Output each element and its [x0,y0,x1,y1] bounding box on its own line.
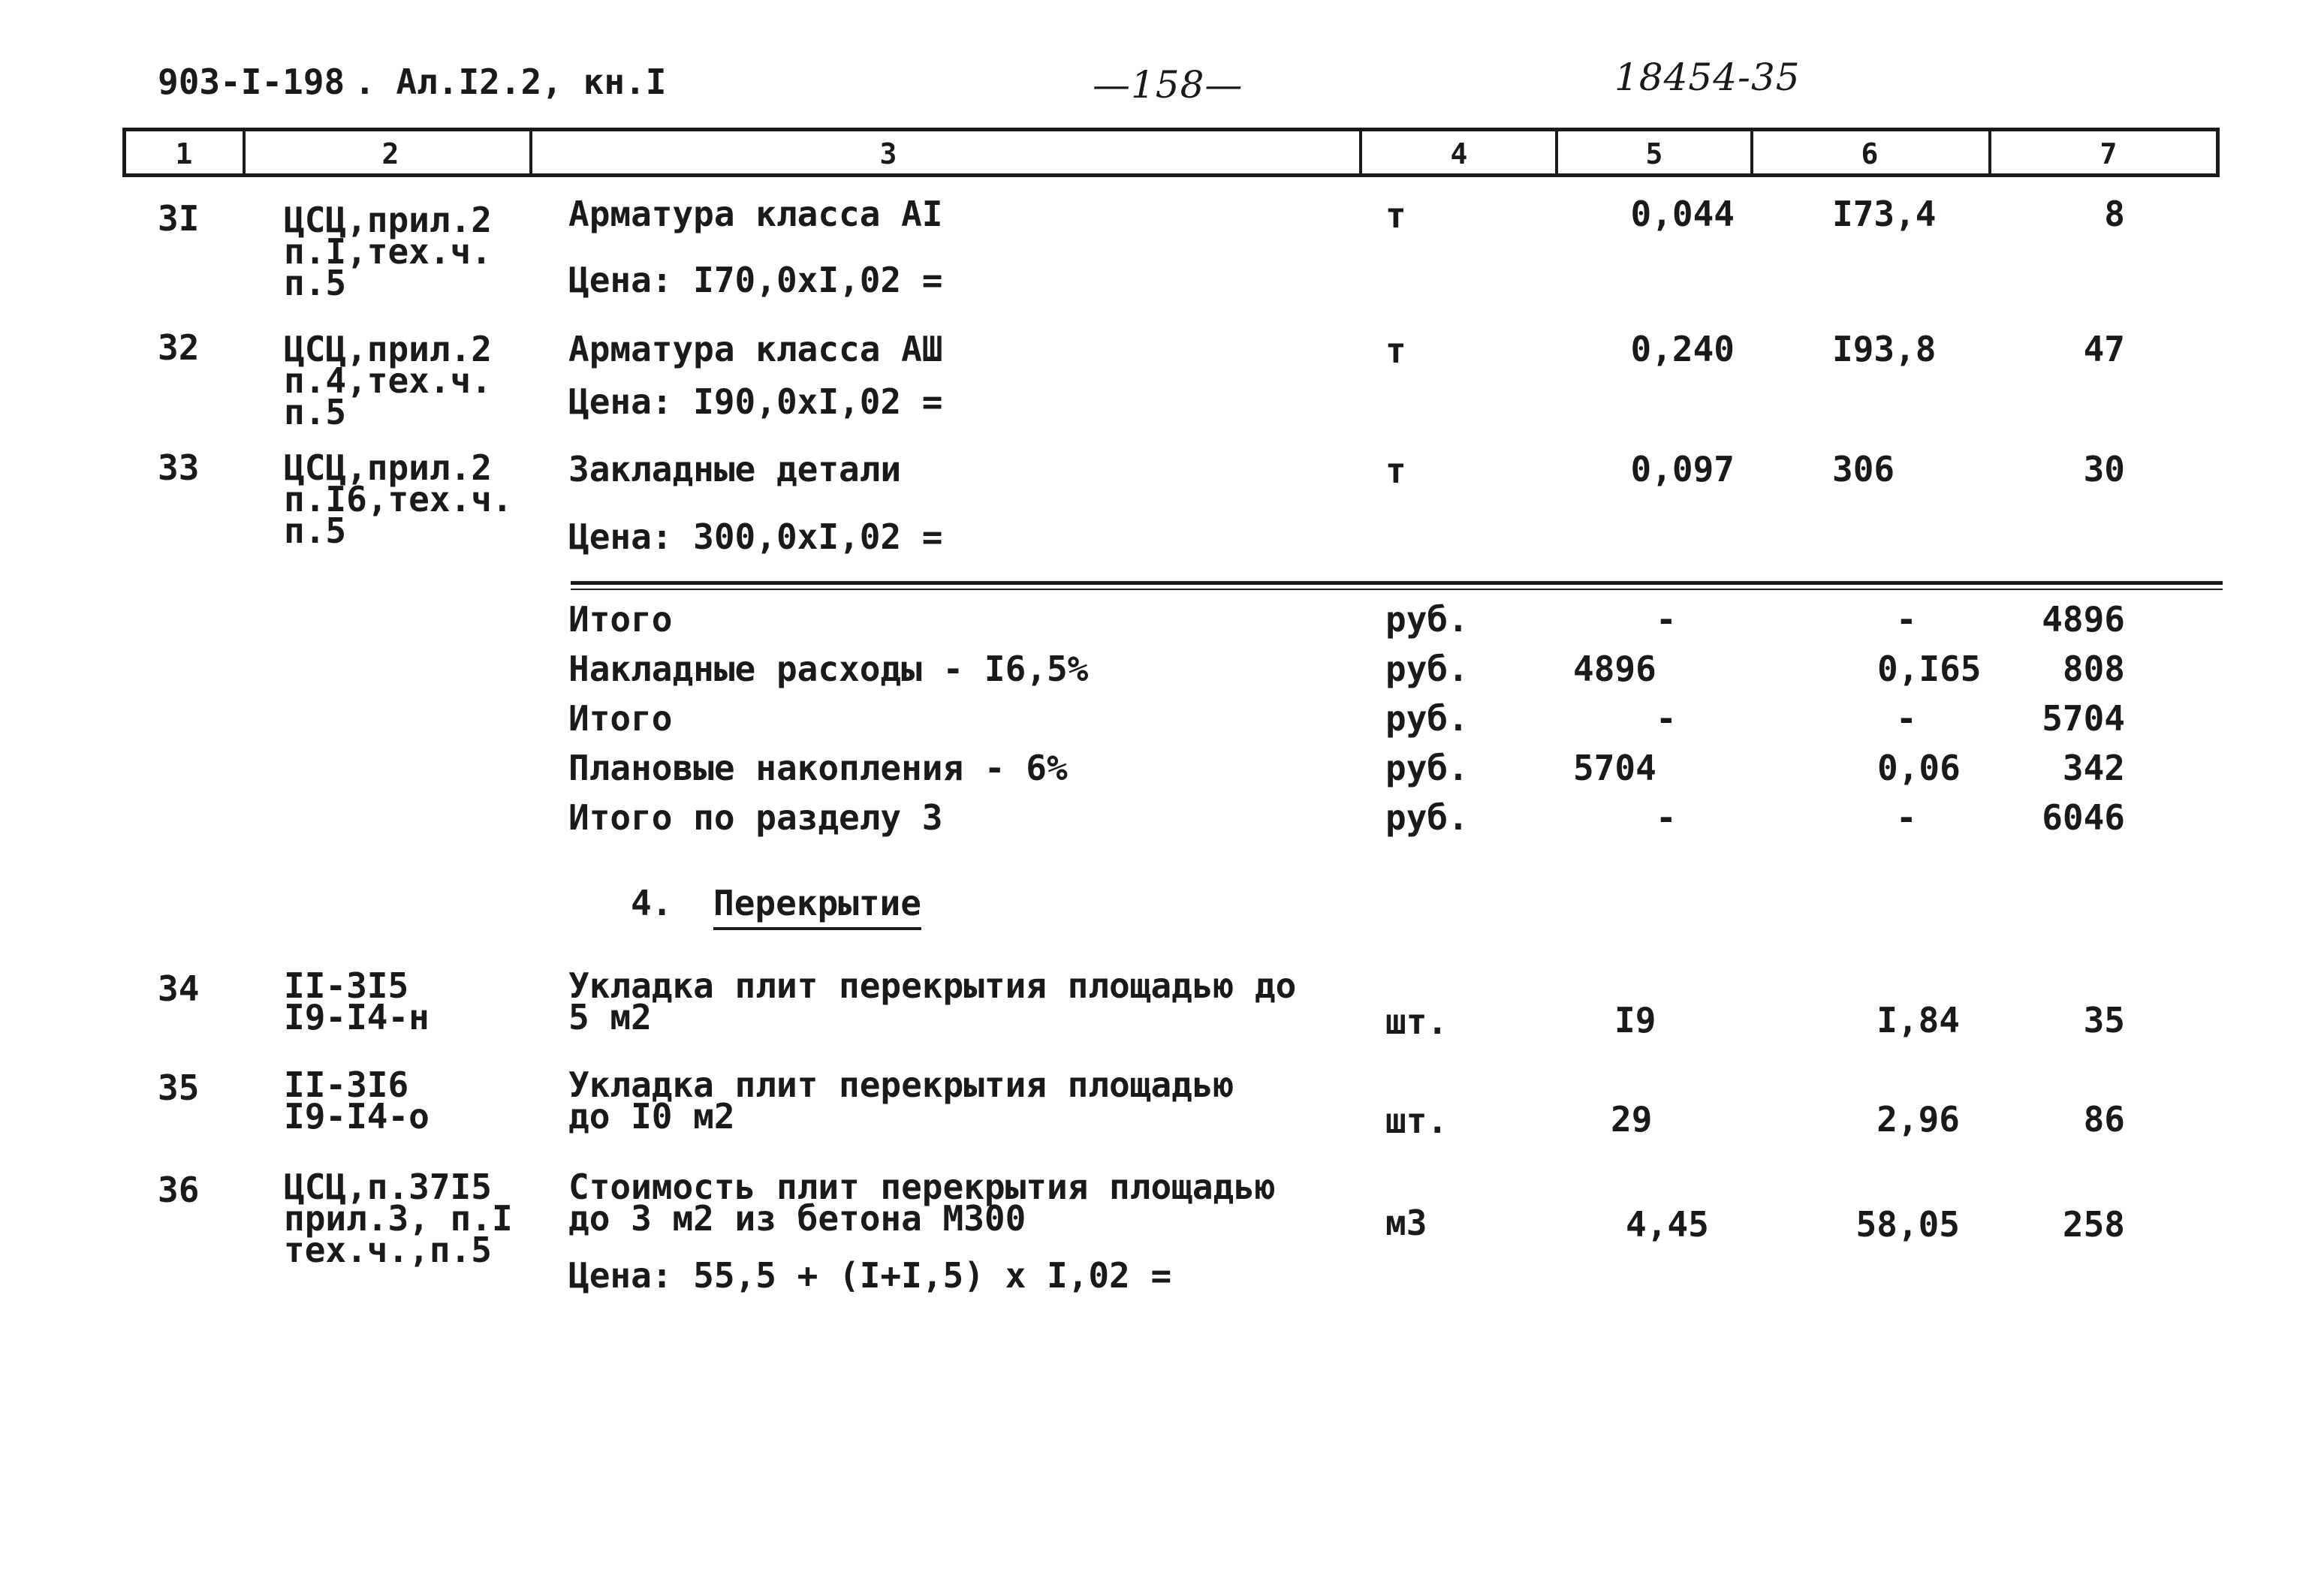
column-divider [1750,131,1753,173]
divider-rule [571,581,2223,585]
row-reference-line: тех.ч.,п.5 [284,1230,492,1270]
summary-unit: руб. [1385,797,1469,838]
column-divider [1555,131,1558,173]
row-reference-line: п.I,тех.ч. [284,231,492,272]
column-number: 1 [175,137,193,170]
row-description-line: до I0 м2 [568,1096,735,1137]
summary-label: Итого [568,698,673,739]
row-description: Арматура класса АШ [568,329,943,369]
column-header-row [122,128,2220,177]
row-quantity: I9 [1614,1000,1656,1040]
column-number: 5 [1645,137,1663,170]
column-divider [1359,131,1362,173]
summary-total: 4896 [2042,599,2125,640]
row-reference-line: п.5 [284,263,347,303]
summary-quantity: - [1656,797,1677,838]
row-reference-line: п.I6,тех.ч. [284,479,513,519]
row-quantity: 0,044 [1630,194,1735,234]
divider-rule [571,589,2223,590]
section-number: 4. [631,883,673,923]
summary-rate: 0,06 [1877,748,1961,788]
row-rate: I73,4 [1832,194,1937,234]
row-unit: т [1385,450,1406,491]
summary-label: Накладные расходы - I6,5% [568,649,1089,689]
row-number: 32 [158,327,200,368]
summary-rate: 0,I65 [1877,649,1982,689]
summary-label: Плановые накопления - 6% [568,748,1068,788]
row-rate: I93,8 [1832,329,1937,369]
row-price-formula: Цена: I70,0xI,02 = [568,260,943,300]
row-unit: т [1385,330,1406,371]
summary-unit: руб. [1385,599,1469,640]
summary-quantity: - [1656,599,1677,640]
row-total: 47 [2083,329,2125,369]
row-quantity: 29 [1611,1099,1653,1140]
doc-reference: 903-I-198 [158,62,345,102]
row-reference-line: II-3I5 [284,965,409,1006]
row-total: 8 [2104,194,2125,234]
row-rate: 58,05 [1855,1204,1960,1245]
row-reference-line: п.4,тех.ч. [284,360,492,401]
row-reference-line: п.5 [284,392,347,432]
summary-unit: руб. [1385,649,1469,689]
row-number: 36 [158,1170,200,1210]
row-reference-line: I9-I4-о [284,1096,430,1137]
row-unit: т [1385,195,1406,236]
album-reference: . Ал.I2.2, кн.I [354,62,667,102]
row-price-formula: Цена: 300,0xI,02 = [568,516,943,557]
row-reference-line: прил.3, п.I [284,1198,513,1239]
column-divider [1988,131,1991,173]
row-total: 35 [2083,1000,2125,1040]
column-divider [243,131,246,173]
column-divider [529,131,532,173]
row-reference-line: II-3I6 [284,1065,409,1105]
row-number: 35 [158,1068,200,1108]
row-price-formula: Цена: I90,0xI,02 = [568,381,943,422]
row-description-line: Укладка плит перекрытия площадью до [568,965,1297,1006]
row-quantity: 0,240 [1630,329,1735,369]
row-reference-line: ЦСЦ,прил.2 [284,200,492,240]
summary-rate: - [1896,698,1917,739]
summary-total: 5704 [2042,698,2125,739]
row-description-line: до 3 м2 из бетона М300 [568,1198,1026,1239]
summary-label: Итого по разделу 3 [568,797,943,838]
summary-total: 6046 [2042,797,2125,838]
row-reference-line: ЦСЦ,прил.2 [284,447,492,488]
row-number: 33 [158,447,200,488]
row-price-formula: Цена: 55,5 + (I+I,5) x I,02 = [568,1255,1172,1296]
page-number: —158— [1093,63,1243,107]
row-rate: 306 [1832,449,1895,489]
row-total: 86 [2083,1099,2125,1140]
column-number: 6 [1861,137,1879,170]
archive-stamp: 18454-35 [1614,56,1801,99]
row-rate: 2,96 [1876,1099,1960,1140]
summary-quantity: 4896 [1573,649,1656,689]
column-number: 2 [381,137,399,170]
summary-label: Итого [568,599,673,640]
summary-rate: - [1896,599,1917,640]
column-number: 7 [2100,137,2118,170]
row-unit: м3 [1385,1203,1427,1243]
row-quantity: 0,097 [1630,449,1735,489]
row-number: 3I [158,198,200,239]
row-reference-line: п.5 [284,510,347,551]
row-reference-line: I9-I4-н [284,997,430,1037]
row-description: Закладные детали [568,449,902,489]
row-description-line: 5 м2 [568,997,652,1037]
row-description: Арматура класса AI [568,194,943,234]
row-unit: шт. [1385,1101,1448,1141]
column-number: 4 [1450,137,1468,170]
summary-unit: руб. [1385,748,1469,788]
row-reference-line: ЦСЦ,п.37I5 [284,1167,492,1207]
row-unit: шт. [1385,1001,1448,1042]
row-number: 34 [158,968,200,1009]
summary-quantity: 5704 [1573,748,1656,788]
row-reference-line: ЦСЦ,прил.2 [284,329,492,369]
row-description-line: Укладка плит перекрытия площадью [568,1065,1234,1105]
column-number: 3 [879,137,897,170]
summary-total: 342 [2062,748,2125,788]
summary-quantity: - [1656,698,1677,739]
section-title: Перекрытие [713,883,921,923]
summary-total: 808 [2062,649,2125,689]
row-description-line: Стоимость плит перекрытия площадью [568,1167,1276,1207]
summary-rate: - [1896,797,1917,838]
row-quantity: 4,45 [1626,1204,1709,1245]
summary-unit: руб. [1385,698,1469,739]
row-total: 30 [2083,449,2125,489]
row-total: 258 [2062,1204,2125,1245]
row-rate: I,84 [1876,1000,1960,1040]
